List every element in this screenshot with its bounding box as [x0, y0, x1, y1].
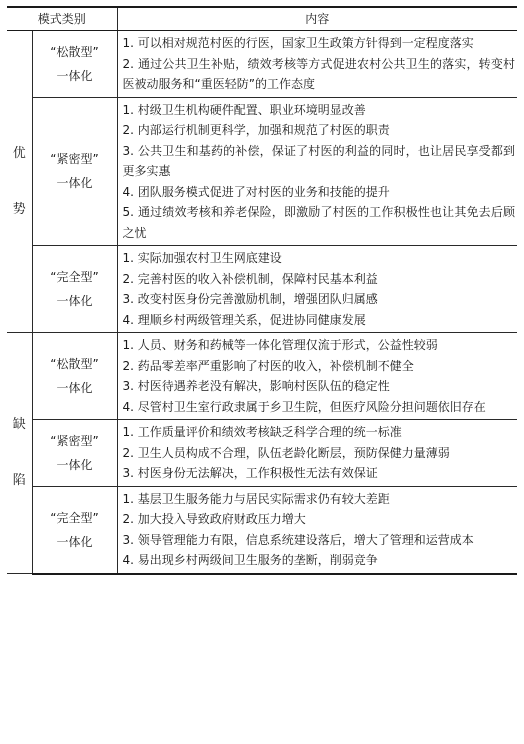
category-label-bottom: 陷 — [12, 473, 26, 488]
list-item: 3. 村医身份无法解决，工作积极性无法有效保证 — [122, 466, 378, 480]
mode-type-line1: “紧密型” — [50, 433, 99, 448]
content-cell — [117, 246, 517, 333]
mode-type-cell — [32, 246, 117, 333]
category-label-top: 优 — [12, 145, 26, 161]
category-advantages — [7, 31, 32, 333]
list-item: 1. 基层卫生服务能力与居民实际需求仍有较大差距 — [122, 491, 390, 506]
mode-type-cell — [32, 420, 117, 487]
mode-type-line1: “完全型” — [50, 510, 99, 525]
mode-type-line1: “完全型” — [50, 270, 99, 284]
list-item: 3. 领导管理能力有限，信息系统建设落后，增大了管理和运营成本 — [122, 532, 474, 547]
list-item: 4. 易出现乡村两级间卫生服务的垄断，削弱竞争 — [122, 553, 378, 567]
table-row — [7, 97, 517, 246]
mode-type-line2: 一体化 — [56, 534, 93, 549]
category-disadvantages — [7, 333, 32, 574]
mode-type-cell — [32, 486, 117, 574]
list-item: 1. 工作质量评价和绩效考核缺乏科学合理的统一标准 — [122, 425, 402, 439]
mode-type-cell — [32, 31, 117, 98]
mode-type-cell — [32, 333, 117, 420]
table-row — [7, 333, 517, 420]
list-item: 2. 卫生人员构成不合理，队伍老龄化断层，预防保健力量薄弱 — [122, 445, 450, 460]
table-row — [7, 246, 517, 333]
list-item: 2. 药品零差率严重影响了村医的收入，补偿机制不健全 — [122, 358, 414, 373]
category-label-bottom: 势 — [12, 201, 26, 217]
list-item: 4. 尽管村卫生室行政隶属于乡卫生院，但医疗风险分担问题依旧存在 — [122, 399, 486, 414]
mode-type-cell — [32, 97, 117, 246]
list-item: 5. 通过绩效考核和养老保险，即激励了村医的工作积极性也让其免去后顾之忧 — [122, 205, 516, 240]
table-row — [7, 420, 517, 487]
list-item: 4. 理顺乡村两级管理关系，促进协同健康发展 — [122, 312, 366, 327]
mode-type-line2: 一体化 — [56, 294, 93, 308]
content-cell — [117, 420, 517, 487]
table-row — [7, 486, 517, 574]
table-row — [7, 31, 517, 98]
content-cell — [117, 97, 517, 246]
content-cell — [117, 333, 517, 420]
list-item: 1. 可以相对规范村医的行医，国家卫生政策方针得到一定程度落实 — [122, 36, 474, 50]
header-content: 内容 — [117, 7, 517, 31]
mode-type-line2: 一体化 — [56, 68, 93, 83]
list-item: 4. 团队服务模式促进了对村医的业务和技能的提升 — [122, 184, 390, 199]
content-cell — [117, 31, 517, 98]
mode-type-line1: “紧密型” — [50, 152, 99, 167]
list-item: 2. 加大投入导致政府财政压力增大 — [122, 512, 306, 526]
list-item: 2. 通过公共卫生补贴，绩效考核等方式促进农村公共卫生的落实，转变村医被动服务和“重医轻防”的工作态度 — [122, 56, 516, 91]
list-item: 3. 改变村医身份完善激励机制，增强团队归属感 — [122, 292, 378, 306]
table-header-row — [7, 7, 517, 31]
mode-type-line2: 一体化 — [56, 176, 93, 191]
list-item: 3. 村医待遇养老没有解决，影响村医队伍的稳定性 — [122, 379, 390, 393]
mode-comparison-table — [7, 6, 517, 575]
list-item: 1. 人员、财务和药械等一体化管理仅流于形式，公益性较弱 — [122, 338, 438, 352]
list-item: 2. 内部运行机制更科学，加强和规范了村医的职责 — [122, 123, 390, 137]
mode-type-line1: “松散型” — [50, 44, 99, 59]
mode-type-line1: “松散型” — [50, 357, 99, 371]
content-cell — [117, 486, 517, 574]
list-item: 1. 村级卫生机构硬件配置、职业环境明显改善 — [122, 102, 366, 117]
mode-type-line2: 一体化 — [56, 381, 93, 395]
list-item: 2. 完善村医的收入补偿机制，保障村民基本利益 — [122, 271, 378, 286]
list-item: 3. 公共卫生和基药的补偿，保证了村医的利益的同时，也让居民享受都到更多实惠 — [122, 143, 516, 178]
header-mode-category: 模式类别 — [7, 7, 117, 31]
list-item: 1. 实际加强农村卫生网底建设 — [122, 251, 282, 265]
mode-type-line2: 一体化 — [56, 457, 93, 472]
category-label-top: 缺 — [12, 417, 26, 432]
